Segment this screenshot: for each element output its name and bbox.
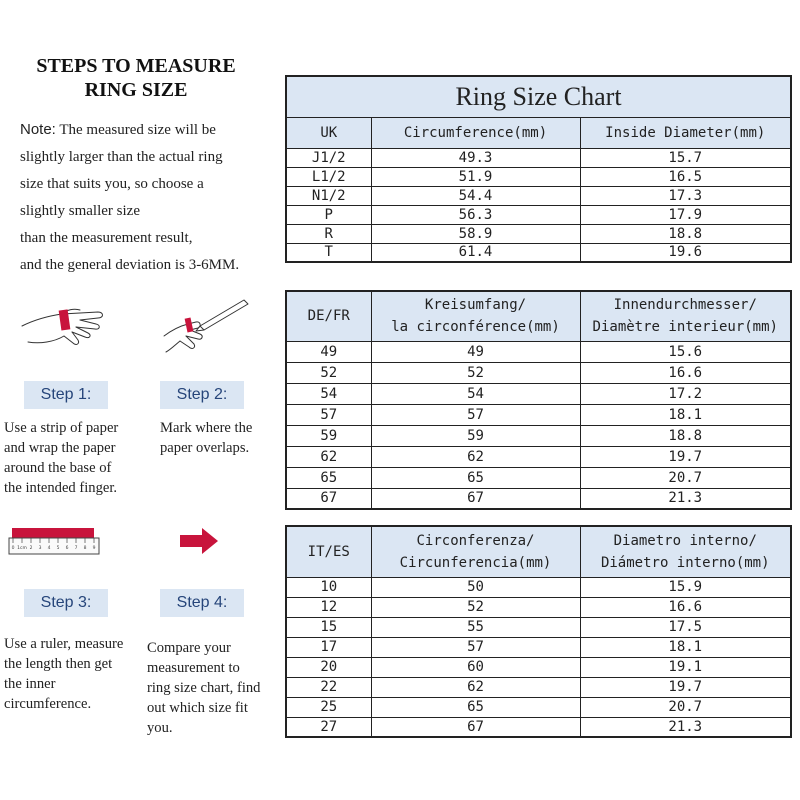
table-cell: 19.6: [580, 243, 791, 262]
column-header: [371, 291, 580, 341]
step-4-badge: Step 4:: [160, 589, 244, 617]
table-cell: 49: [286, 341, 371, 362]
header-line: Diámetro interno(mm): [600, 554, 770, 571]
step-text-line: the length then get: [4, 656, 113, 672]
table-row: [286, 224, 791, 243]
header-line: Diamètre interieur(mm): [592, 319, 778, 336]
table-cell: 10: [286, 577, 371, 597]
table-cell: 54.4: [371, 186, 580, 205]
table-row: [286, 425, 791, 446]
column-header: IT/ES: [286, 526, 371, 577]
table-cell: 20.7: [580, 697, 791, 717]
table-cell: 62: [371, 677, 580, 697]
ring-size-chart-it-es: [285, 525, 792, 738]
step-text-line: measurement to: [147, 660, 240, 676]
table-cell: 16.6: [580, 597, 791, 617]
table-cell: 65: [286, 467, 371, 488]
table-cell: 27: [286, 717, 371, 737]
table-cell: 67: [371, 488, 580, 509]
table-cell: N1/2: [286, 186, 371, 205]
table-cell: 20.7: [580, 467, 791, 488]
table-cell: 54: [371, 383, 580, 404]
table-cell: 25: [286, 697, 371, 717]
table-cell: 56.3: [371, 205, 580, 224]
ring-size-chart-de-fr: [285, 290, 792, 510]
step-text-line: Compare your: [147, 640, 231, 656]
table-cell: 15: [286, 617, 371, 637]
table-cell: 12: [286, 597, 371, 617]
step-text-line: ring size chart, find: [147, 680, 261, 696]
table-row: [286, 657, 791, 677]
header-line: la circonférence(mm): [391, 319, 560, 336]
table-row: [286, 467, 791, 488]
table-cell: 21.3: [580, 488, 791, 509]
table-cell: 52: [286, 362, 371, 383]
ruler-number: 1cm: [17, 546, 27, 551]
header-line: Circunferencia(mm): [399, 554, 552, 571]
note-line: slightly larger than the actual ring: [20, 149, 223, 165]
table-cell: J1/2: [286, 148, 371, 167]
ruler-number: 0: [11, 546, 15, 551]
table-cell: 52: [371, 362, 580, 383]
table-row: [286, 205, 791, 224]
table-cell: 15.9: [580, 577, 791, 597]
table-cell: 19.7: [580, 677, 791, 697]
table-cell: R: [286, 224, 371, 243]
step-text-line: around the base of: [4, 460, 112, 476]
header-line: Innendurchmesser/: [613, 297, 757, 314]
note-line: size that suits you, so choose a: [20, 176, 204, 192]
table-cell: 17.9: [580, 205, 791, 224]
ruler-number: 2: [29, 546, 33, 551]
table-cell: 60: [371, 657, 580, 677]
table-cell: 22: [286, 677, 371, 697]
table-cell: 16.5: [580, 167, 791, 186]
paper-strip: [59, 309, 71, 330]
table-row: [286, 341, 791, 362]
table-cell: 49.3: [371, 148, 580, 167]
column-header: [580, 526, 791, 577]
step-text-line: Use a strip of paper: [4, 420, 119, 436]
ring-size-chart-uk: [285, 75, 792, 263]
column-header: Circumference(mm): [371, 117, 580, 148]
step-3-text: [4, 634, 144, 714]
table-cell: 65: [371, 697, 580, 717]
note-line: than the measurement result,: [20, 230, 193, 246]
table-row: [286, 383, 791, 404]
table-cell: 57: [371, 404, 580, 425]
step-3-badge: Step 3:: [24, 589, 108, 617]
table-cell: 62: [286, 446, 371, 467]
column-header: UK: [286, 117, 371, 148]
steps-title-line: STEPS TO MEASURE: [36, 55, 236, 77]
table-row: [286, 577, 791, 597]
table-row: [286, 243, 791, 262]
table-row: [286, 617, 791, 637]
table-cell: 18.1: [580, 637, 791, 657]
table-cell: 49: [371, 341, 580, 362]
step-2-badge: Step 2:: [160, 381, 244, 409]
note-label: Note:: [20, 121, 56, 138]
table-cell: 67: [371, 717, 580, 737]
table-cell: 61.4: [371, 243, 580, 262]
table-cell: 65: [371, 467, 580, 488]
header-line: Kreisumfang/: [424, 297, 527, 314]
table-cell: 51.9: [371, 167, 580, 186]
ruler-number: 6: [65, 546, 69, 551]
column-header: Inside Diameter(mm): [580, 117, 791, 148]
note-paragraph: [20, 116, 282, 279]
steps-title: [20, 54, 252, 102]
table-cell: 17.2: [580, 383, 791, 404]
column-header: [580, 291, 791, 341]
table-cell: P: [286, 205, 371, 224]
step-text-line: Use a ruler, measure: [4, 636, 124, 652]
table-cell: 50: [371, 577, 580, 597]
step-4-text: [147, 638, 281, 738]
note-line: and the general deviation is 3-6MM.: [20, 257, 240, 273]
column-header: [371, 526, 580, 577]
step-text-line: the inner: [4, 676, 56, 692]
table-cell: 54: [286, 383, 371, 404]
header-line: Diametro interno/: [613, 532, 757, 549]
hand-mark-illustration: [160, 296, 250, 358]
step-text-line: paper overlaps.: [160, 440, 250, 456]
table-cell: 58.9: [371, 224, 580, 243]
table-row: [286, 697, 791, 717]
paper-strip: [12, 528, 94, 538]
table-row: [286, 167, 791, 186]
ruler-number: 7: [74, 546, 78, 551]
note-line: [20, 116, 282, 144]
table-cell: 15.6: [580, 341, 791, 362]
step-2-text: [160, 418, 280, 458]
table-cell: 15.7: [580, 148, 791, 167]
table-row: [286, 404, 791, 425]
ruler-number: 9: [92, 546, 96, 551]
hand-wrap-illustration: [18, 298, 108, 358]
table-cell: 18.1: [580, 404, 791, 425]
table-cell: 52: [371, 597, 580, 617]
table-cell: 21.3: [580, 717, 791, 737]
table-row: [286, 148, 791, 167]
table-row: [286, 637, 791, 657]
table-cell: 20: [286, 657, 371, 677]
step-text-line: circumference.: [4, 696, 92, 712]
table-cell: T: [286, 243, 371, 262]
step-text-line: out which size fit: [147, 700, 248, 716]
column-header: DE/FR: [286, 291, 371, 341]
table-row: [286, 677, 791, 697]
table-cell: 16.6: [580, 362, 791, 383]
table-cell: 17.3: [580, 186, 791, 205]
table-cell: 57: [371, 637, 580, 657]
table-row: [286, 186, 791, 205]
step-text-line: you.: [147, 720, 173, 736]
step-text-line: the intended finger.: [4, 480, 118, 496]
step-1-badge: Step 1:: [24, 381, 108, 409]
ruler-number: 3: [38, 546, 42, 551]
table-cell: 19.7: [580, 446, 791, 467]
table-cell: 59: [286, 425, 371, 446]
note-text: The measured size will be: [55, 122, 216, 138]
table-row: [286, 362, 791, 383]
table-cell: 17: [286, 637, 371, 657]
step-1-text: [4, 418, 144, 498]
table-row: [286, 488, 791, 509]
table-cell: 62: [371, 446, 580, 467]
table-cell: 55: [371, 617, 580, 637]
ruler-number: 8: [83, 546, 87, 551]
step-text-line: and wrap the paper: [4, 440, 116, 456]
steps-title-line: RING SIZE: [84, 79, 188, 101]
table-row: [286, 597, 791, 617]
note-line: slightly smaller size: [20, 203, 140, 219]
table-cell: L1/2: [286, 167, 371, 186]
chart-title: Ring Size Chart: [286, 76, 791, 117]
table-cell: 17.5: [580, 617, 791, 637]
header-line: Circonferenza/: [416, 532, 535, 549]
table-row: [286, 446, 791, 467]
table-cell: 59: [371, 425, 580, 446]
table-cell: 18.8: [580, 224, 791, 243]
arrow-right-icon: [178, 526, 220, 556]
table-cell: 67: [286, 488, 371, 509]
table-cell: 57: [286, 404, 371, 425]
ruler-number: 5: [56, 546, 60, 551]
step-text-line: Mark where the: [160, 420, 253, 436]
table-row: [286, 717, 791, 737]
table-cell: 19.1: [580, 657, 791, 677]
table-cell: 18.8: [580, 425, 791, 446]
ruler-illustration: [8, 526, 100, 556]
ruler-number: 4: [47, 546, 51, 551]
